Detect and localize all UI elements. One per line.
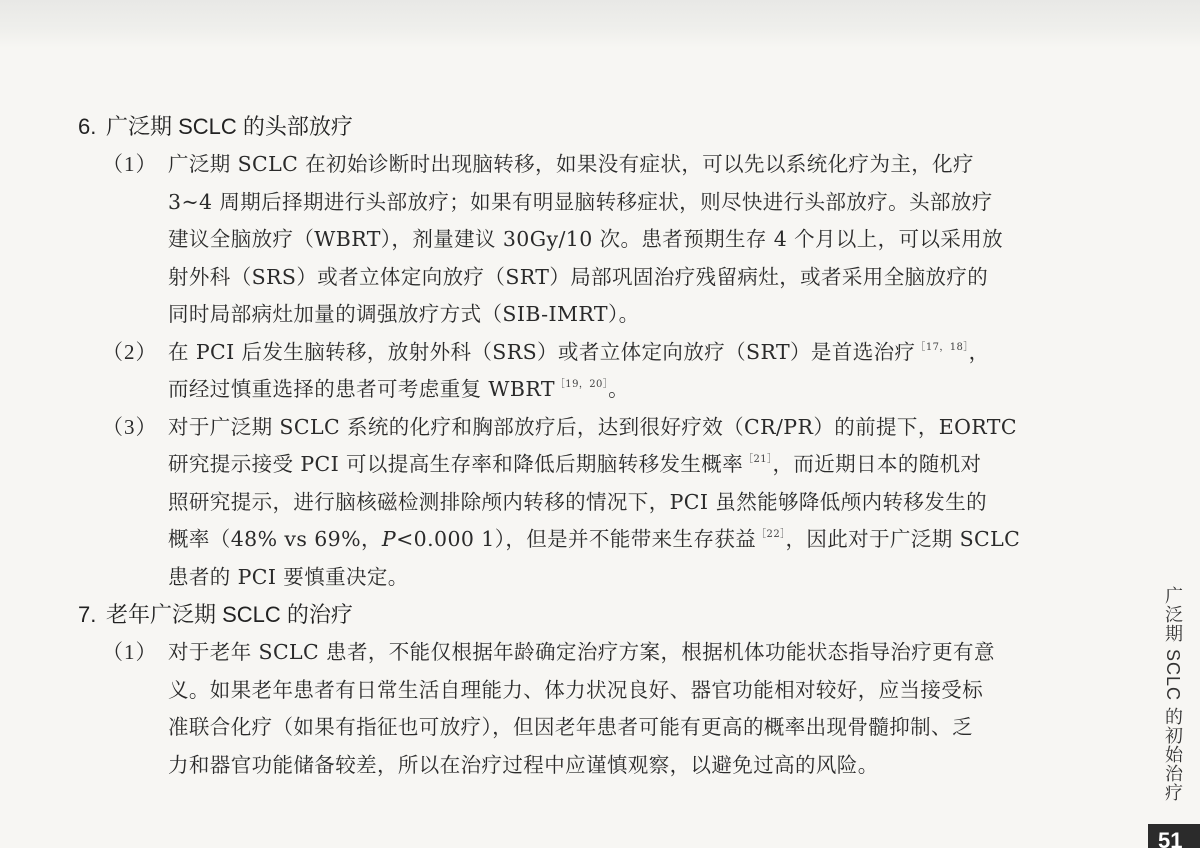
section-6-heading xyxy=(78,108,1118,146)
paragraph-line: 义。如果老年患者有日常生活自理能力、体力状况良好、器官功能相对较好，应当接受标 xyxy=(168,677,984,702)
section-7-title: 老年广泛期 SCLC 的治疗 xyxy=(106,602,353,627)
section-7-number: 7. xyxy=(78,602,97,627)
section-7-item-1 xyxy=(102,634,1118,784)
paragraph-line: 广泛期 SCLC 在初始诊断时出现脑转移，如果没有症状，可以先以系统化疗为主，化疗 xyxy=(168,152,974,176)
line-text: ，因此对于广泛期 SCLC xyxy=(785,527,1021,551)
paragraph-line: 对于广泛期 SCLC 系统的化疗和胸部放疗后，达到很好疗效（CR/PR）的前提下，EORTC xyxy=(168,414,1017,439)
citation-ref: ［21］ xyxy=(743,454,773,465)
section-6-title: 广泛期 SCLC 的头部放疗 xyxy=(106,114,353,139)
line-text: 概率（48% vs 69%， xyxy=(168,527,382,551)
paragraph-line xyxy=(168,521,1118,559)
paragraph-line: 准联合化疗（如果有指征也可放疗），但因老年患者可能有更高的概率出现骨髓抑制、乏 xyxy=(168,715,973,739)
paragraph-line: 照研究提示，进行脑核磁检测排除颅内转移的情况下，PCI 虽然能够降低颅内转移发生的 xyxy=(168,489,987,514)
line-text: 研究提示接受 PCI 可以提高生存率和降低后期脑转移发生概率 xyxy=(168,452,744,476)
citation-ref: ［22］ xyxy=(756,529,786,540)
line-text: ， xyxy=(968,339,990,364)
document-body xyxy=(78,108,1118,784)
p-value-symbol: P xyxy=(381,527,397,551)
paragraph-line: 3~4 周期后择期进行头部放疗；如果有明显脑转移症状，则尽快进行头部放疗。头部放疗 xyxy=(168,189,993,214)
paragraph-line: 力和器官功能储备较差，所以在治疗过程中应谨慎观察，以避免过高的风险。 xyxy=(168,752,879,777)
paragraph-line: 同时局部病灶加量的调强放疗方式（SIB-IMRT）。 xyxy=(168,302,640,326)
section-6-number: 6. xyxy=(78,114,97,139)
line-text: <0.000 1），但是并不能带来生存获益 xyxy=(396,527,757,551)
citation-ref: ［17，18］ xyxy=(915,341,969,353)
line-text: ，而近期日本的随机对 xyxy=(772,452,982,476)
section-7-heading xyxy=(78,596,1118,634)
page-number: 51 xyxy=(1148,824,1200,848)
scan-top-shadow xyxy=(0,0,1200,48)
item-marker: （2） xyxy=(102,339,158,364)
paragraph-line: 建议全脑放疗（WBRT），剂量建议 30Gy/10 次。患者预期生存 4 个月以上，可以采用放 xyxy=(168,227,1004,251)
section-6-item-3 xyxy=(102,409,1118,597)
paragraph-line: 对于老年 SCLC 患者，不能仅根据年龄确定治疗方案，根据机体功能状态指导治疗更有意 xyxy=(168,640,995,664)
item-marker: （1） xyxy=(102,152,158,176)
citation-ref: ［19，20］ xyxy=(554,379,609,390)
line-text: 而经过慎重选择的患者可考虑重复 WBRT xyxy=(168,377,555,401)
paragraph-line: 患者的 PCI 要慎重决定。 xyxy=(168,564,409,589)
paragraph-line xyxy=(168,334,1118,372)
section-6-item-1 xyxy=(102,146,1118,334)
section-6-item-2 xyxy=(102,334,1118,409)
item-marker: （3） xyxy=(102,414,158,439)
line-text: 在 PCI 后发生脑转移，放射外科（SRS）或者立体定向放疗（SRT）是首选治疗 xyxy=(168,339,916,364)
paragraph-line xyxy=(168,371,1118,409)
paragraph-line xyxy=(168,446,1118,484)
chapter-side-tab: 广泛期 SCLC 的初始治疗 xyxy=(1163,586,1183,803)
line-text: 。 xyxy=(608,377,630,401)
paragraph-line: 射外科（SRS）或者立体定向放疗（SRT）局部巩固治疗残留病灶，或者采用全脑放疗的 xyxy=(168,264,989,289)
item-marker: （1） xyxy=(102,640,158,664)
